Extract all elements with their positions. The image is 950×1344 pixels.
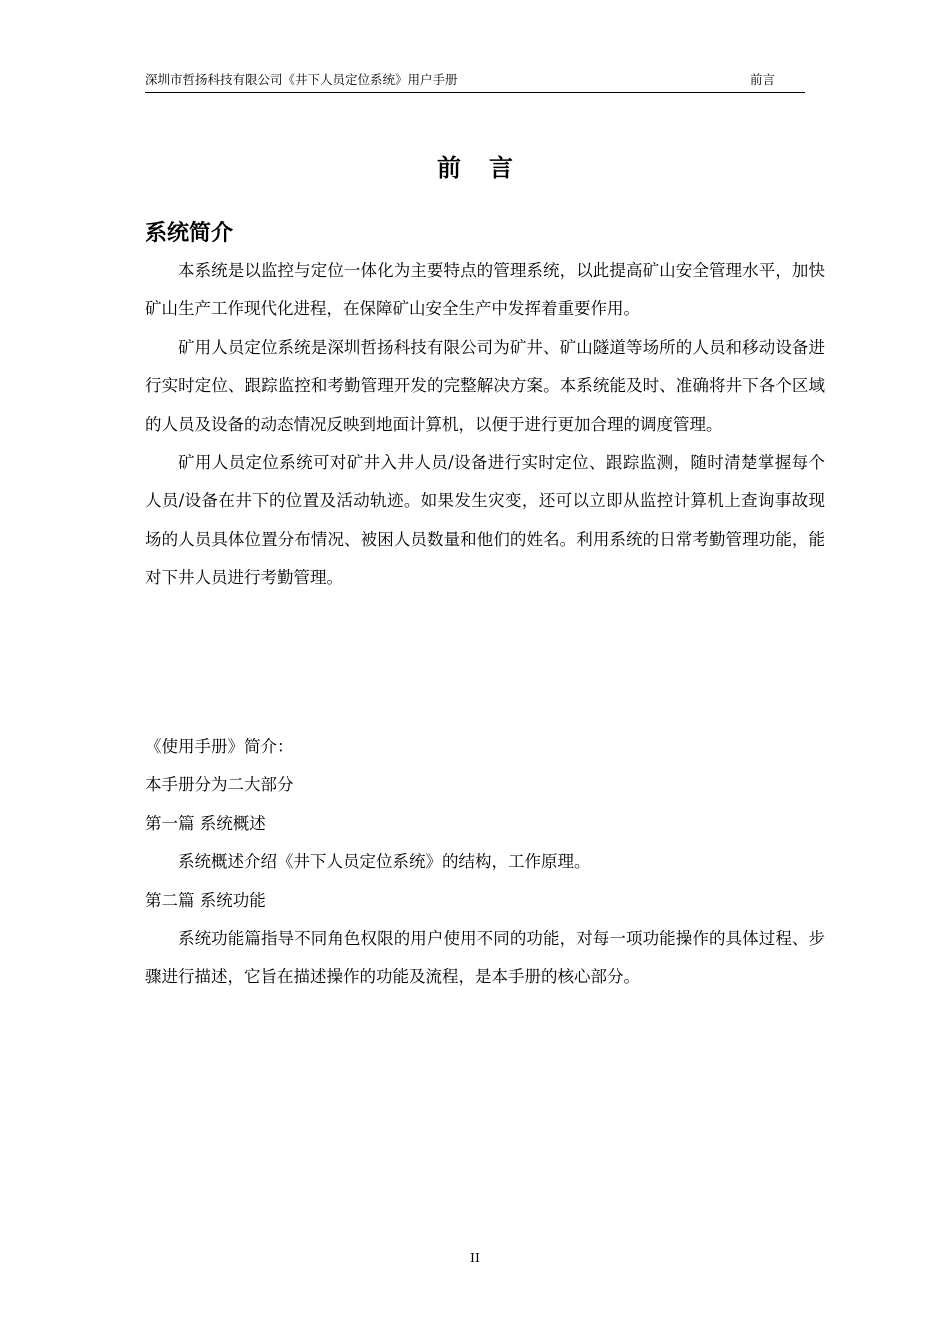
header-section-name: 前言 [749, 72, 775, 87]
part1-title: 第一篇 系统概述 [145, 813, 266, 833]
manual-intro-heading: 《使用手册》简介： [145, 737, 294, 756]
manual-intro-body [145, 728, 825, 997]
manual-parts-line: 本手册分为二大部分 [145, 775, 294, 795]
intro-paragraph-3: 矿用人员定位系统可对矿井入井人员/设备进行实时定位、跟踪监测，随时清楚掌握每个人员/设备在井下的位置及活动轨迹。如果发生灾变，还可以立即从监控计算机上查询事故现场的人员具体位置分布情况、被困人员数量和他们的姓名。利用系统的日常考勤管理功能，能对下井人员进行考勤管理。 [145, 453, 825, 588]
part2-title: 第二篇 系统功能 [145, 890, 266, 910]
section-heading: 系统简介 [145, 220, 234, 246]
intro-paragraph-1: 本系统是以监控与定位一体化为主要特点的管理系统，以此提高矿山安全管理水平，加快矿山生产工作现代化进程，在保障矿山安全生产中发挥着重要作用。 [145, 261, 825, 319]
header-document-title: 深圳市哲扬科技有限公司《井下人员定位系统》用户手册 [145, 72, 458, 87]
intro-paragraph-2: 矿用人员定位系统是深圳哲扬科技有限公司为矿井、矿山隧道等场所的人员和移动设备进行实时定位、跟踪监控和考勤管理开发的完整解决方案。本系统能及时、准确将井下各个区域的人员及设备的动态情况反映到地面计算机，以便于进行更加合理的调度管理。 [145, 337, 825, 434]
part1-description: 系统概述介绍《井下人员定位系统》的结构，工作原理。 [178, 852, 591, 872]
page-number: II [470, 1250, 480, 1265]
page-title: 前言 [437, 153, 541, 182]
system-intro-body [145, 252, 825, 598]
page-header [145, 70, 805, 93]
part2-description: 系统功能篇指导不同角色权限的用户使用不同的功能，对每一项功能操作的具体过程、步骤进行描述，它旨在描述操作的功能及流程，是本手册的核心部分。 [145, 929, 825, 987]
